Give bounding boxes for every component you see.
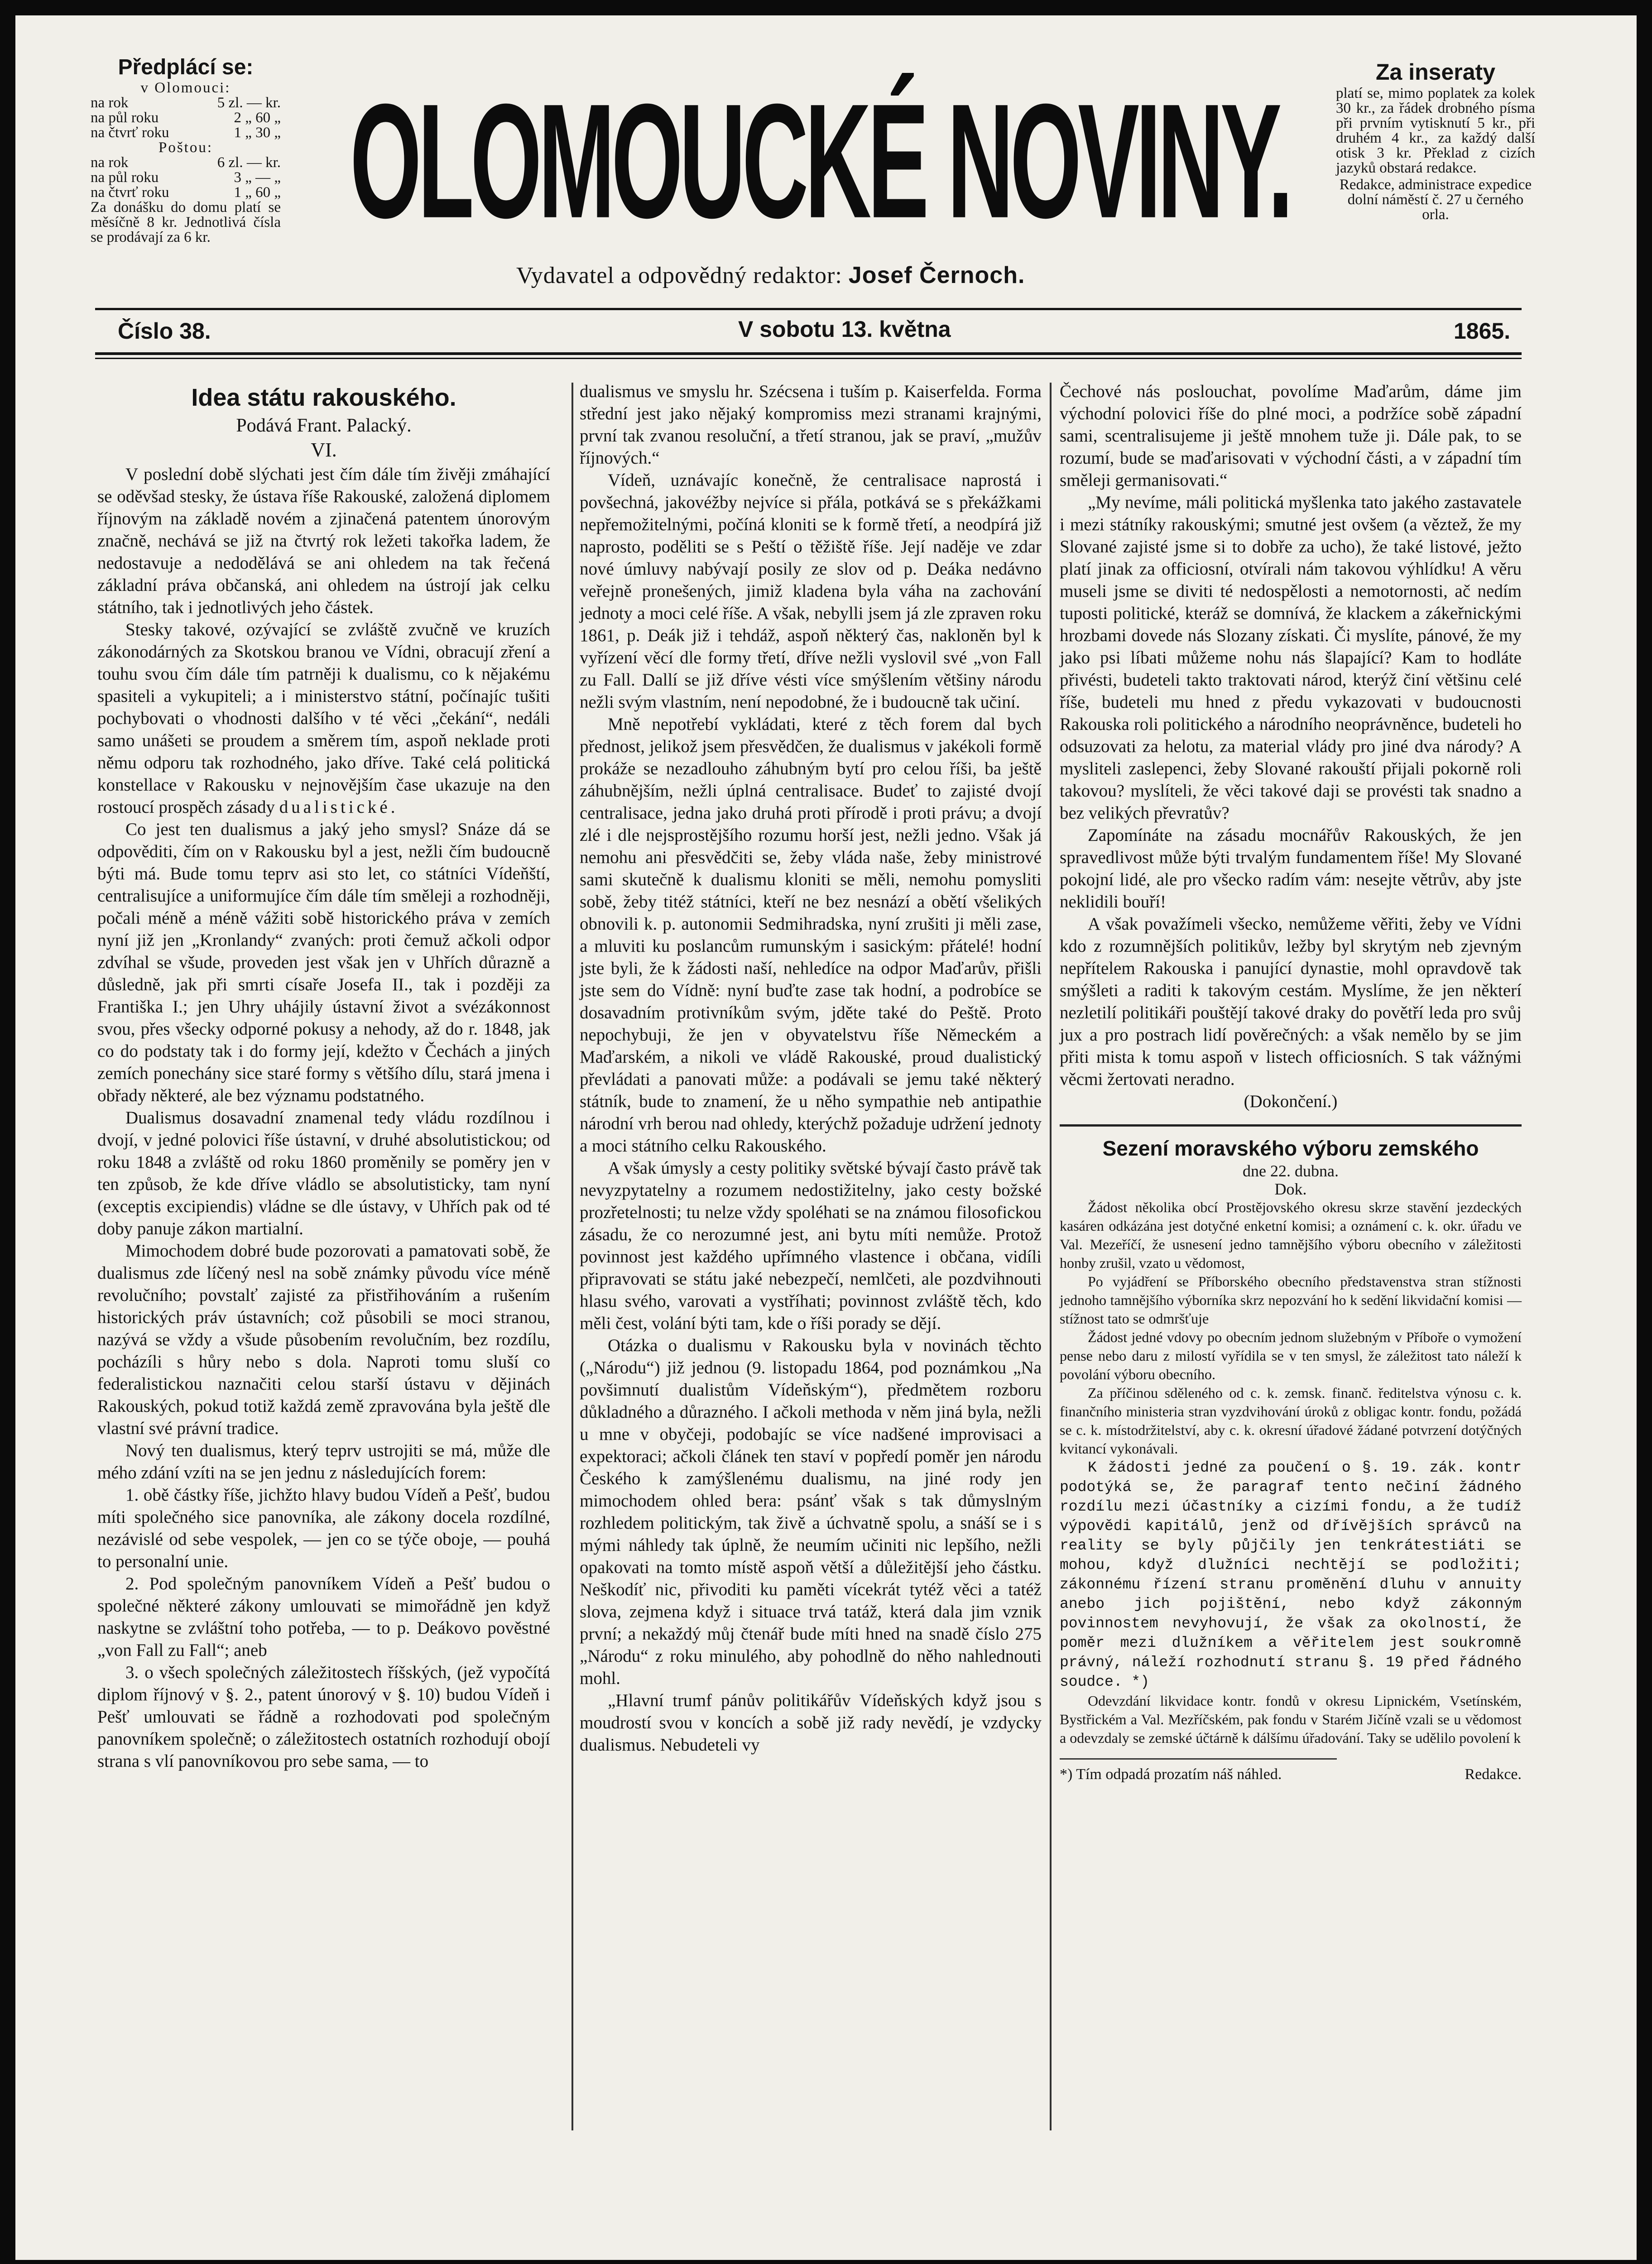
amount: 1 „ 60 „	[234, 184, 281, 201]
paragraph: Čechové nás poslouchat, povolíme Maďarům, dáme jim východní polovici říše do plné moci, a podržíce sobě západní sami, scentralisujeme ji ještě mnohem tuže ji. Dále pak, to se rozumí, bude se maďarisovati v východní části, a v západní tím směleji germanisovati.“	[1060, 382, 1522, 490]
column-divider	[1050, 383, 1052, 2130]
amount: 5 zl. — kr.	[217, 95, 281, 111]
paragraph: Mně nepotřebí vykládati, které z těch forem dal bych přednost, jelikož jsem přesvědčen, že dualismus v jakékoli formě prokáže se nezadlouho záhubným bytí pro celou říši, ba ještě záhubnějším, nežli úplná centralisace. Budeť to zajisté dvojí centralisace, jedna jako druhá proti přírodě i proti právu; a dvojí zlé i dle nejsprostějšího rozumu horší jest, nežli jedno. Však já nemohu ani přesvědčiti se, žeby vláda naše, žeby ministrové sami skutečně k dualismu kloniti se měli, nemohu pomysliti sobě, žeby titéž státníci, kteří ne bez nesnází a obětí všelikých obnovili k. p. autonomii Sedmihradska, nyní zrušiti ji měli zase, a mluviti ku poslancům rumunským i sasickým: přátelé! hodní jste byli, že k žádosti naší, nehledíce na odpor Maďarův, přišli jste sem do Vídně: nyní buďte zase tak hodní, a podrobíce se dosavadním protivníkům svým, jděte také do Peště. Proto nepochybuji, že jen v obyvatelstvu říše Německém a Maďarském, a nikoli ve vládě Rakouské, proud dualistický převládati a panovati může: a podávali se jemu také některý státník, bude to znamení, že u něho sympathie neb antipathie národní vrh berou nad ohledy, kterýchž požaduje udržení jednoty a moci státního celku Rakouského.	[580, 715, 1042, 1156]
double-rule-top	[95, 352, 1522, 355]
article-ending: (Dokončení.)	[1244, 1092, 1338, 1111]
subscription-note: Za donášku do domu platí se měsíčně 8 kr. Jednotlivá čísla se prodávají za 6 kr.	[91, 199, 281, 245]
paragraph: Otázka o dualismu v Rakousku byla v novinách těchto („Národu“) již jednou (9. listopadu 1864, pod poznámkou „Na povšimnutí dualistům Vídeňským“), předmětem rozboru důkladného a důrazného. I ačkoli methoda v něm jiná byla, nežli u mne v obyčeji, podobajíc se více nadšené improvisaci a expektoraci; ačkoli článek ten staví v popředí poměr jen národu Českého k zamýšlenému dualismu, na jiné rody jen mimochodem ohled bera: psánť však s tak důmyslným rozhledem politickým, tak živě a úchvatně spolu, a snáší se i s mými náhledy tak úplně, že neumím učiniti nic lepšího, nežli opakovati na tomto místě aspoň větší a důležitější jeho částku. Neškodíť nic, přivoditi ku paměti vícekrát tytéž věci a tatéž slova, zejmena když i situace trvá tatáž, která dala jim vznik první; a nekaždý můj čtenář bude míti hned na snadě číslo 275 „Národu“ z roku minulého, aby pohodlně do něho nahlednouti mohl.	[580, 1336, 1042, 1688]
subscription-heading: Předplácí se:	[118, 55, 254, 79]
article2-section: Dok.	[1274, 1180, 1307, 1198]
article2-date: dne 22. dubna.	[1243, 1162, 1339, 1180]
masthead-title-text: OLOMOUCKÉ NOVINY.	[350, 69, 1290, 252]
spaced-word: dualistické.	[279, 797, 399, 817]
footnote-rule	[1060, 1758, 1337, 1760]
subscription-row	[91, 125, 281, 140]
article2-title: Sezení moravského výboru zemského	[1102, 1137, 1479, 1160]
paragraph: dualismus ve smyslu hr. Szécsena i tuším p. Kaiserfelda. Forma střední jest jako nějaký kompromiss mezi stranami krajnými, první tak zvanou resoluční, a třetí stranou, jak se praví, „mužův říjnových.“	[580, 382, 1042, 468]
subscription-box	[91, 54, 281, 245]
paragraph: Žádost několika obcí Prostějovského okresu skrze stavění jezdeckých kasáren odkázána jest dotyčné enketní komisi; a oznámení c. k. okr. úřadu ve Val. Mezeříčí, že usnesení jedno tamnějšího výboru obecního v záležitosti honby zrušil, vzato u vědomost,	[1060, 1199, 1522, 1271]
column-1	[97, 380, 550, 1772]
paragraph	[97, 619, 550, 818]
subscription-row	[91, 155, 281, 170]
paragraph: V poslední době slýchati jest čím dále tím živěji zmáhající se oděvšad stesky, že ústava říše Rakouské, založená diplomem říjnovým na základě novém a zjinačená patentem únorovým značně, nechává se již na čtvrtý rok ležeti takořka ladem, že nedostavuje a nedodělává se ani ohledem na tak řečená základní práva občanská, ani ohledem na ústrojí jak celku státního, tak i jednotlivých jeho částek.	[97, 465, 550, 617]
period: na půl roku	[91, 169, 159, 186]
paragraph: K žádosti jedné za poučení o §. 19. zák. kontr podotýká se, že paragraf tento nečiní žádného rozdílu mezi účastníky a cizími fondu, a že tudíž výpovědi kapitálů, jenž od dřívějších správců na reality se byly půjčily jen tenkrátestiáti se mohou, když dlužníci nechtějí se podložiti; zákonnému řízení stranu proměnění dluhu v annuity anebo jich pojištění, nebo když zákonným povinnostem nevyhovují, že však za okolností, že poměr mezi dlužníkem a věřitelem jest soukromně právný, náleží rozhodnutí stranu §. 19 před řádného soudce. *)	[1060, 1459, 1522, 1690]
masthead-title	[326, 69, 1313, 252]
paragraph: Žádost jedné vdovy po obecním jednom služebným v Příboře o vymožení pense nebo daru z milostí vyřídila se v ten smysl, že záležitost tato náleží k povolání výboru obecního.	[1060, 1329, 1522, 1382]
paragraph: Zapomínáte na zásadu mocnářův Rakouských, že jen spravedlivost může býti trvalým fundamentem říše! My Slované pokojní lidé, ale pro všecko radím vám: nesejte větrův, aby jste neklidili bouří!	[1060, 825, 1522, 911]
column-divider	[571, 383, 573, 2130]
subscription-local-label: v Olomouci:	[140, 80, 231, 96]
article-title: Idea státu rakouského.	[191, 384, 456, 411]
issue-number: Číslo 38.	[118, 318, 211, 344]
paragraph: Co jest ten dualismus a jaký jeho smysl? Snáze dá se odpověditi, čím on v Rakousku byl a jest, nežli čím budoucně býti má. Bude tomu teprv asi sto let, co státníci Vídeňští, centralisujíce a uniformujíce čím dále tím směleji a rozhodněji, počali méně a méně vážiti sobě historického práva v zemích nyní již jen „Kronlandy“ zvaných: proti čemuž ačkoli odpor zdvíhal se všude, proveden jest však jen v Uhřích důrazně a důsledně, jak při smrti císaře Josefa II., tak i později za Františka I.; jen Uhry uhájily ústavní život a svézákonnost svou, přes všecky odporné pokusy a nehody, až do r. 1848, jak co do podstaty tak i do formy její, kdežto v Čechách a jiných zemích ponechány sice staré formy s většího dílu, stará jmena i obřady některé, ale bez významu podstatného.	[97, 820, 550, 1105]
advert-box	[1336, 58, 1535, 222]
period: na rok	[91, 95, 129, 111]
amount: 2 „ 60 „	[234, 110, 281, 126]
top-rule	[95, 308, 1522, 310]
publisher-name: Josef Černoch.	[848, 262, 1025, 288]
issue-date: V sobotu 13. května	[738, 317, 951, 342]
paragraph: Mimochodem dobré bude pozorovati a pamatovati sobě, že dualismus zde líčený nesl na sobě známky původu více méně revolučního; povstalť zajisté za přistřihováním a rušením historických práv ústavních; což působili se moci stranou, nazývá se vždy a všude působením revolučním, bez rozdílu, pocházíli s hůry nebo s dola. Naproti tomu sluší co federalistickou naznačiti celou starší ústavu v dějinách Rakouských, pokud totiž každá země zpravována byla ještě dle vlastní své právní tradice.	[97, 1241, 550, 1438]
paragraph: A však považímeli všecko, nemůžeme věřiti, žeby ve Vídni kdo z rozumnějších politikův, ležby byl skrytým neb zjevným nepřítelem Rakouska i panující dynastie, mohl opravdově tak smýšleti a raditi k takovým cestám. Myslíme, že jen některí nezletilí politikáři pouštějí takové draky do povětří leda pro svůj jux a pro postrach lidí pověrečných: a však nemělo by se jim přiti mista k tomu aspoň v listech officiosních. S tak vážnými věcmi žertovati neradno.	[1060, 914, 1522, 1089]
period: na čtvrť roku	[91, 125, 169, 141]
paragraph: Vídeň, uznávajíc konečně, že centralisace naprostá i povšechná, jakovéžby nejvíce si přála, potkává se s překážkami nepřemožitelnými, počíná kloniti se k formě třetí, a neodpírá již naprosto, poděliti se s Peští o těžiště říše. Její naděje ve zdar nové úmluvy nabývají posily ze slov od p. Deáka nedávno veřejně pronešených, jimiž kladena byla váha na zachování jednoty a moci celé říše. A však, nebylli jsem já zle zpraven roku 1861, p. Deák již i tehdáž, aspoň některý čas, nakloněn byl k vyřízení věcí dle formy třetí, dříve nežli vyslovil své „von Fall zu Fall. Dallí se již dříve vésti více smýšlením většiny národu nežli svým vlastním, není nepodobné, že i budoucně tak učiní.	[580, 470, 1042, 712]
paragraph: 2. Pod společným panovníkem Vídeň a Pešť budou o společné některé zákony umlouvati se mimořádně jen když naskytne se zvláštní toho potřeba, — to p. Deákovo pověstné „von Fall zu Fall“; aneb	[97, 1574, 550, 1660]
amount: 3 „ — „	[234, 169, 281, 186]
double-rule-bottom	[95, 358, 1522, 359]
paragraph-text: Stesky takové, ozývající se zvláště zvučně ve kruzích zákonodárných za Skotskou branou ve Vídni, obracují zření a touhu svou čím dále tím patrněji k dualismu, co k nějakému spasiteli a vykupiteli; a i ministerstvo státní, počínajíc tušiti pochybovati o vhodnosti dalšího v té věci „čekání“, nedáli samo unášeti se proudem a směrem tím, aspoň neklade proti němu odporu tak rozhodného, jako dříve. Také celá politická konstellace v Rakousku v nejnovějším čase ukazuje na den rostoucí prospěch zásady	[97, 620, 550, 817]
subscription-row	[91, 110, 281, 125]
article-separator	[1060, 1124, 1522, 1127]
paragraph: Dualismus dosavadní znamenal tedy vládu rozdílnou i dvojí, v jedné polovici říše ústavní, v druhé absolutistickou; od roku 1848 a zvláště od roku 1860 proměnily se poměry jen v ten způsob, že kde dříve vládlo se absolutisticky, tam nyní (exceptis excipiendis) vládne se dle ústavy, v Uhřích pak od té doby panuje zákon martialní.	[97, 1108, 550, 1238]
paragraph: Po vyjádření se Příborského obecního představenstva stran stížnosti jednoho tamnějšího výborníka skrz nepozvání ho k sedění likvidační komisi — stížnost tato se odmršťuje	[1060, 1273, 1522, 1327]
paragraph: Odevzdání likvidace kontr. fondů v okresu Lipnickém, Vsetínském, Bystřickém a Val. Mezříčském, pak fondu v Starém Jičíně vzali se u vědomost a odevzdaly se zemské účtárně k dálšímu úřadování. Taky se udělilo povolení k	[1060, 1693, 1522, 1746]
article-section: VI.	[311, 439, 337, 461]
subscription-post-label: Poštou:	[158, 139, 213, 156]
subscription-row	[91, 170, 281, 185]
paragraph: Za příčinou sdělenéhо od c. k. zemsk. finanč. ředitelstva výnosu c. k. finančního ministeria stran vyzdvihování úroků z obligac kontr. fondu, požádá se c. k. místodržitelství, aby c. k. okresní úřadové žádané potvrzení dotýčných kvitancí vykonávali.	[1060, 1385, 1522, 1457]
paragraph: „Hlavní trumf pánův politikářův Vídeňských když jsou s moudrostí svou v koncích a sobě již rady nevědí, je vzdycky dualismus. Nebudeteli vy	[580, 1691, 1042, 1755]
footnote	[1060, 1763, 1522, 1785]
amount: 1 „ 30 „	[234, 125, 281, 141]
paragraph: A však úmysly a cesty politiky světské bývají často právě tak nevyzpytatelny a rozumem nedostižitelny, jako cesty božské prozřetelnosti; tu nelze vždy spoléhati se na známou filosofickou zásadu, že co nerozumné jest, ani bytu míti nemůže. Protož povinnost jest každého upřímného vlastence i občana, vidíli připravovati se státu jaké nebezpečí, nemlčeti, ale pozdvihnouti hlasu svého, varovati a vystříhati; povinnost zvláště těch, kdo měli čest, volání býti tam, kde o říši porady se dějí.	[580, 1158, 1042, 1333]
issue-year: 1865.	[1454, 318, 1511, 344]
column-3	[1060, 380, 1522, 1785]
advert-office: Redakce, administrace expedice dolní náměstí č. 27 u černého orla.	[1339, 177, 1532, 223]
subscription-row	[91, 185, 281, 200]
period: na čtvrť roku	[91, 184, 169, 201]
paragraph: „My nevíme, máli politická myšlenka tato jakého zastavatele i mezi státníky rakouskými; smutné jest ovšem (a věztež, že my Slované zajisté jsme si to dobře za ucho), že také listové, ježto platí jinak za officiosní, otvírali nám takovou výhlídku! A věru museli jsme se diviti té nedospělosti a nemotornosti, ač nedím tuposti politické, kteráž se domnívá, že klackem a zákeřnickými hrozbami dovede nás Slozany získati. Či myslíte, pánové, že my jako psi líbati můžeme nohu nás šlapající? Kam to hodláte přivésti, budeteli takto traktovati národ, kterýž činí většinu celé říše, budeteli mu hned z předu vykazovati v budoucnosti Rakouska roli politického a národního neoprávněnce, budeteli ho odsuzovati za helotu, za material vlády pro jiné dva národy? A mysliteli zaslepenci, žeby Slované rakouští přijali pokorně roli takovou? myslíteli, že věci takové daji se provésti tak snadno a bez velikých převratův?	[1060, 493, 1522, 823]
amount: 6 zl. — kr.	[217, 154, 281, 171]
advert-heading: Za inseraty	[1375, 59, 1495, 85]
publisher-line	[516, 262, 1025, 289]
article-byline: Podává Frant. Palacký.	[236, 415, 412, 436]
period: na půl roku	[91, 110, 159, 126]
publisher-prefix: Vydavatel a odpovědný redaktor:	[516, 263, 842, 288]
dateline	[95, 312, 1522, 344]
period: na rok	[91, 154, 129, 171]
subscription-row	[91, 96, 281, 110]
advert-text: platí se, mimo poplatek za kolek 30 kr., za řádek drobného písma při prvním vytisknutí 5 kr., při druhém 4 kr., za každý další otisk 3 kr. Překlad z cizích jazyků obstará redakce.	[1336, 85, 1535, 176]
paragraph: 1. obě částky říše, jichžto hlavy budou Vídeň a Pešť, budou míti společného sice panovníka, ale zákony docela rozdílné, nezávislé od sebe vespolek, — jen co se týče oboje, — pouhá to personalní unie.	[97, 1485, 550, 1571]
footnote-text: *) Tím odpadá prozatím náš náhled.	[1060, 1766, 1282, 1783]
paragraph: 3. o všech společných záležitostech říšských, (jež vypočítá diplom říjnový v §. 2., patent únorový v §. 10) budou Vídeň i Pešť umlouvati se řádně a rozhodovati pod společným panovníkem společně; o záležitostech ostatních rozhodují obojí strana s vlí panovníkovou pro sebe sama, — to	[97, 1663, 550, 1771]
paragraph: Nový ten dualismus, který teprv ustrojiti se má, může dle mého zdání vzíti na se jen jednu z následujících forem:	[97, 1441, 550, 1482]
footnote-sign: Redakce.	[1465, 1766, 1522, 1783]
column-2	[580, 380, 1042, 1756]
